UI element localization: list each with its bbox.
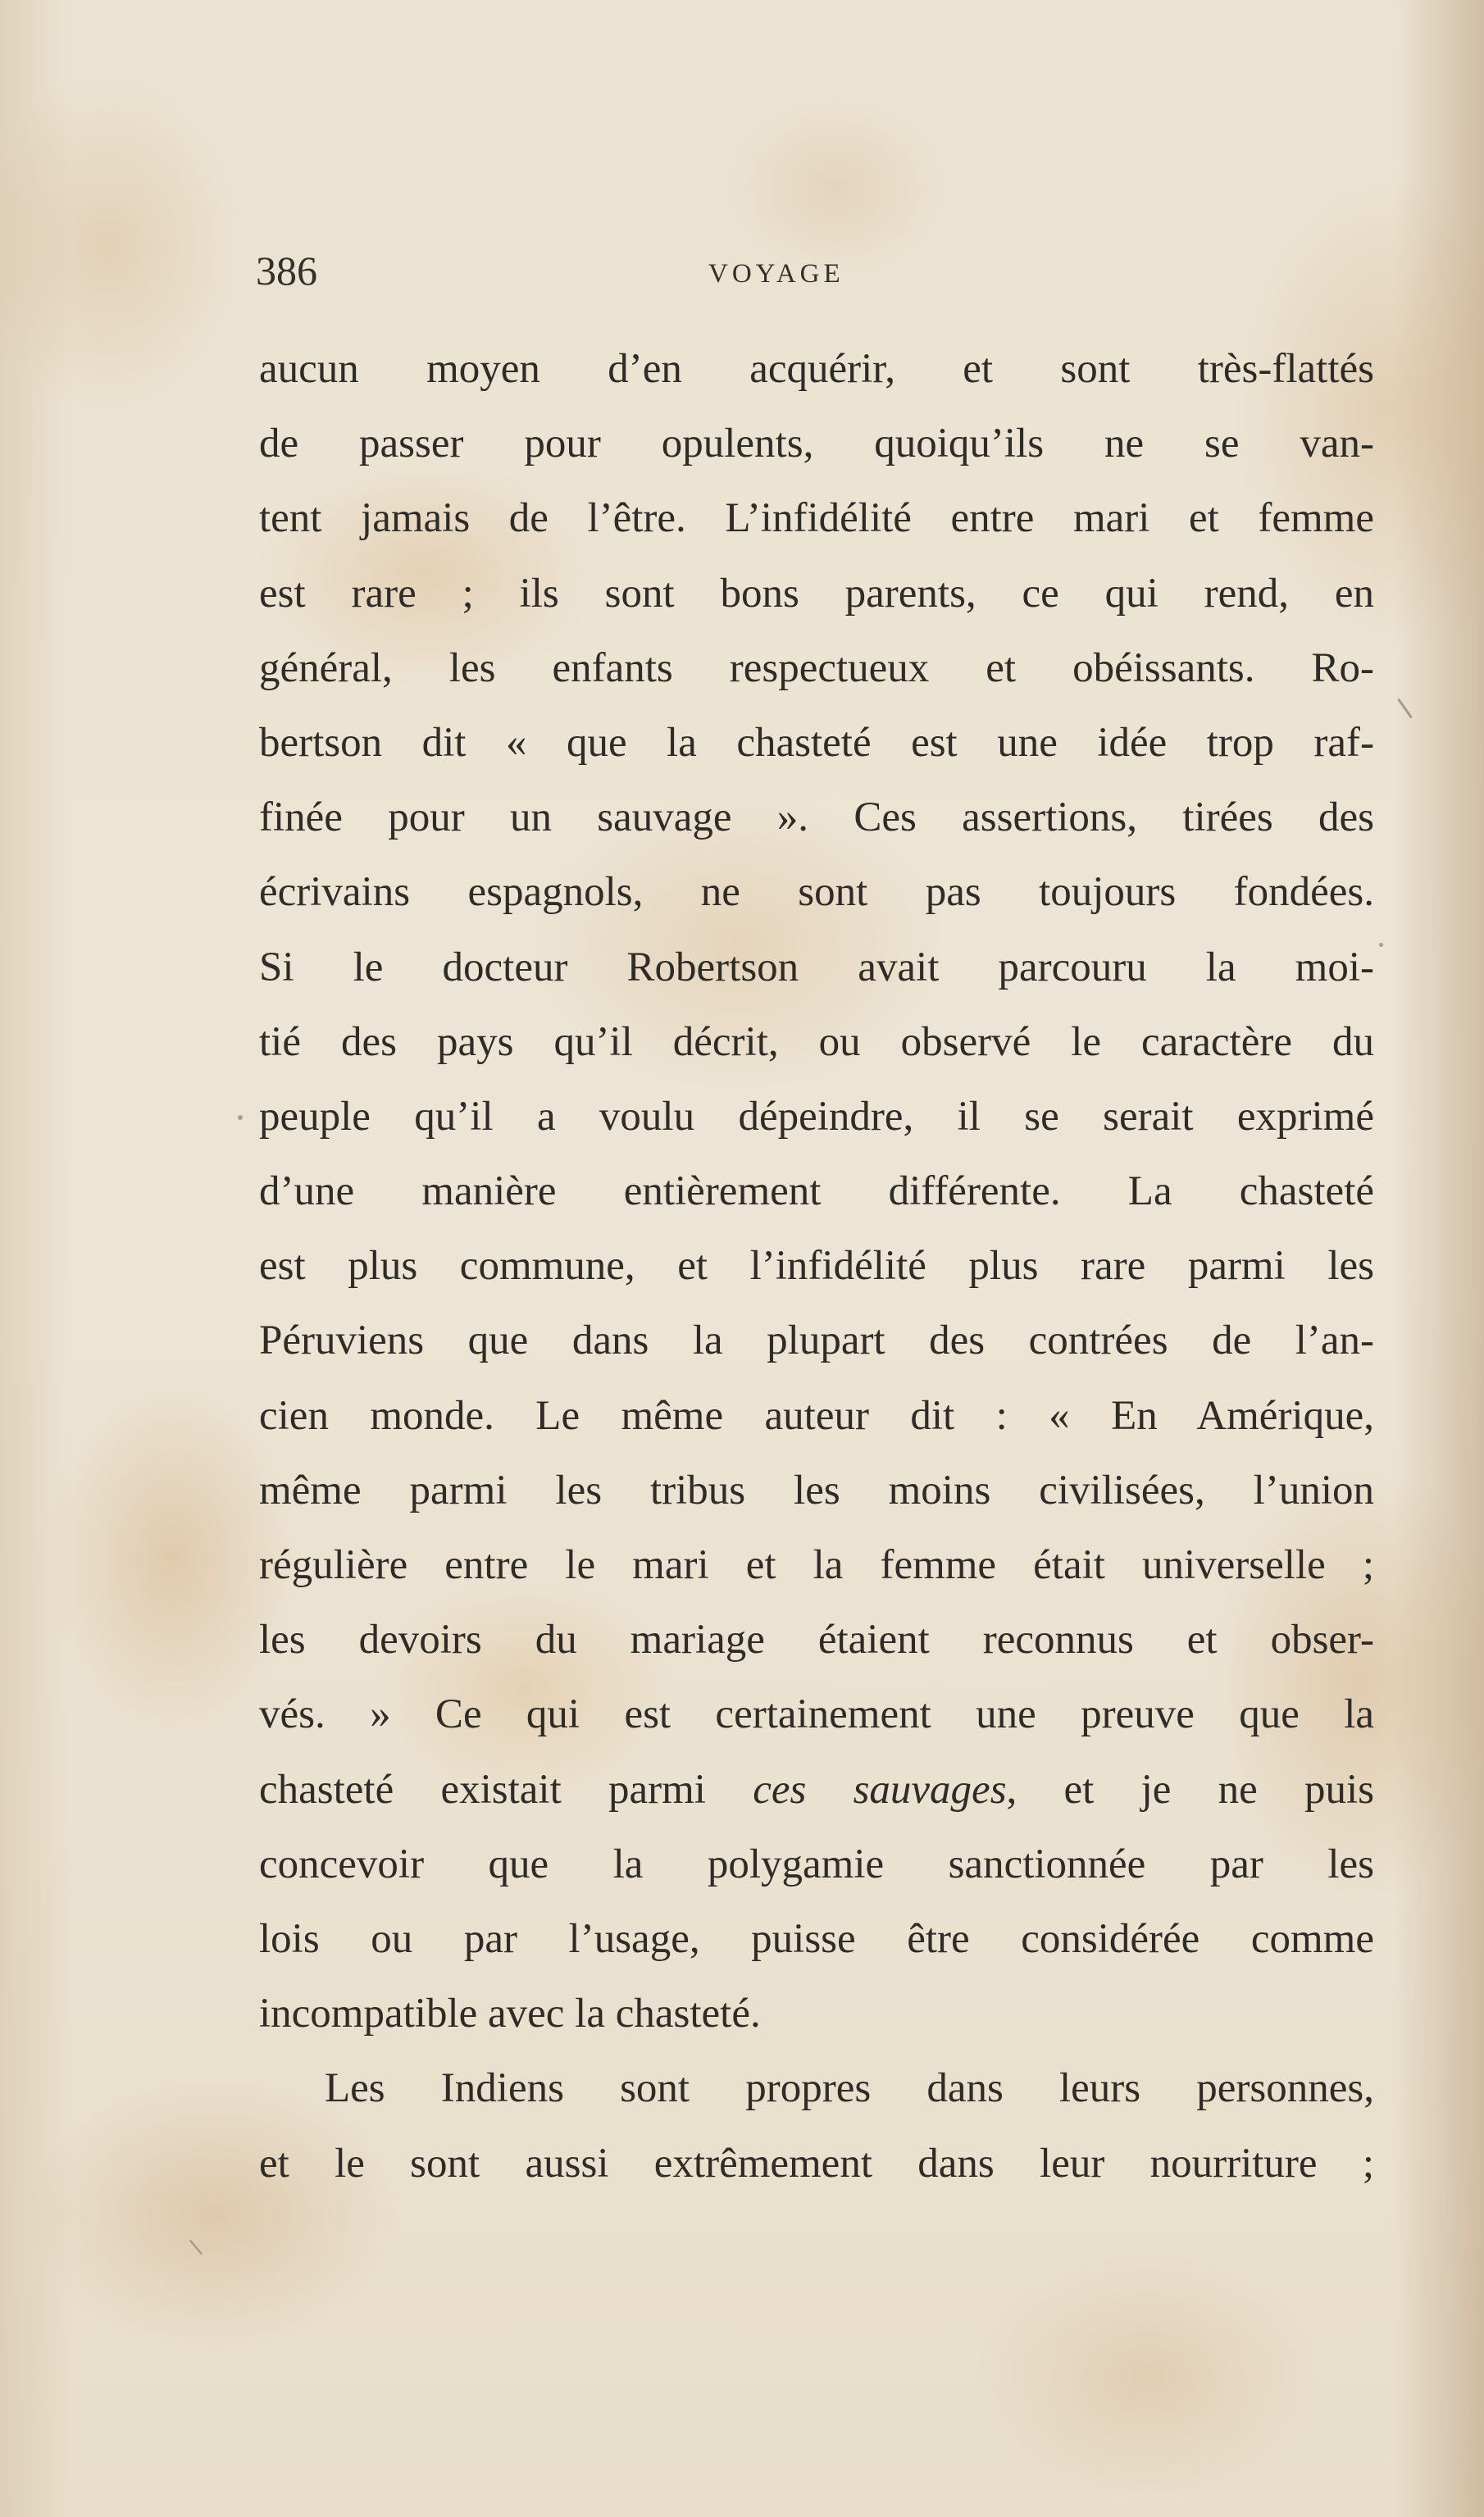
text-line: concevoir que la polygamie sanctionnée par les: [259, 1841, 1374, 1887]
text-line: tent jamais de l’être. L’infidélité entre mari et femme: [259, 495, 1374, 542]
text-line: Les Indiens sont propres dans leurs personnes,: [325, 2065, 1374, 2112]
text-line: de passer pour opulents, quoiqu’ils ne se van-: [259, 421, 1374, 467]
page-header: [256, 246, 1387, 295]
paper-speck: [1379, 943, 1383, 947]
text-line: Péruviens que dans la plupart des contrées de l’an-: [259, 1318, 1374, 1364]
text-segment: , et je ne puis: [1006, 1766, 1375, 1813]
text-line: peuple qu’il a voulu dépeindre, il se serait exprimé: [259, 1093, 1374, 1140]
text-line: vés. » Ce qui est certainement une preuve que la: [259, 1691, 1374, 1738]
text-line: les devoirs du mariage étaient reconnus et obser-: [259, 1617, 1374, 1664]
text-line: général, les enfants respectueux et obéissants. Ro-: [259, 644, 1374, 691]
text-line: même parmi les tribus les moins civilisées, l’union: [259, 1467, 1374, 1513]
text-line: tié des pays qu’il décrit, ou observé le caractère du: [259, 1018, 1374, 1065]
paper-speck: [189, 2240, 203, 2255]
text-segment: chasteté existait parmi: [259, 1766, 706, 1813]
text-line: bertson dit « que la chasteté est une idée trop raf-: [259, 719, 1374, 766]
text-line: cien monde. Le même auteur dit : « En Amérique,: [259, 1392, 1374, 1439]
paper-speck: [238, 1115, 243, 1120]
text-line: finée pour un sauvage ». Ces assertions, tirées des: [259, 794, 1374, 841]
text-line-with-italic: [259, 1753, 1374, 1827]
body-text: [259, 332, 1374, 2201]
text-line: lois ou par l’usage, puisse être considérée comme: [259, 1915, 1374, 1962]
text-line: écrivains espagnols, ne sont pas toujours fondées.: [259, 869, 1374, 916]
text-line: est rare ; ils sont bons parents, ce qui rend, en: [259, 570, 1374, 617]
text-line: d’une manière entièrement différente. La chasteté: [259, 1168, 1374, 1215]
italic-phrase: ces sauvages: [753, 1766, 1007, 1813]
text-line: et le sont aussi extrêmement dans leur nourriture ;: [259, 2140, 1374, 2187]
text-line: incompatible avec la chasteté.: [259, 1991, 761, 2037]
text-line: est plus commune, et l’infidélité plus rare parmi les: [259, 1243, 1374, 1290]
text-line: régulière entre le mari et la femme était universelle ;: [259, 1542, 1374, 1588]
running-head: VOYAGE: [708, 259, 844, 289]
page-number: 386: [256, 248, 317, 294]
paper-speck: [1397, 699, 1413, 719]
text-line: Si le docteur Robertson avait parcouru la moi-: [259, 944, 1374, 990]
text-line: aucun moyen d’en acquérir, et sont très-flattés: [259, 346, 1374, 392]
